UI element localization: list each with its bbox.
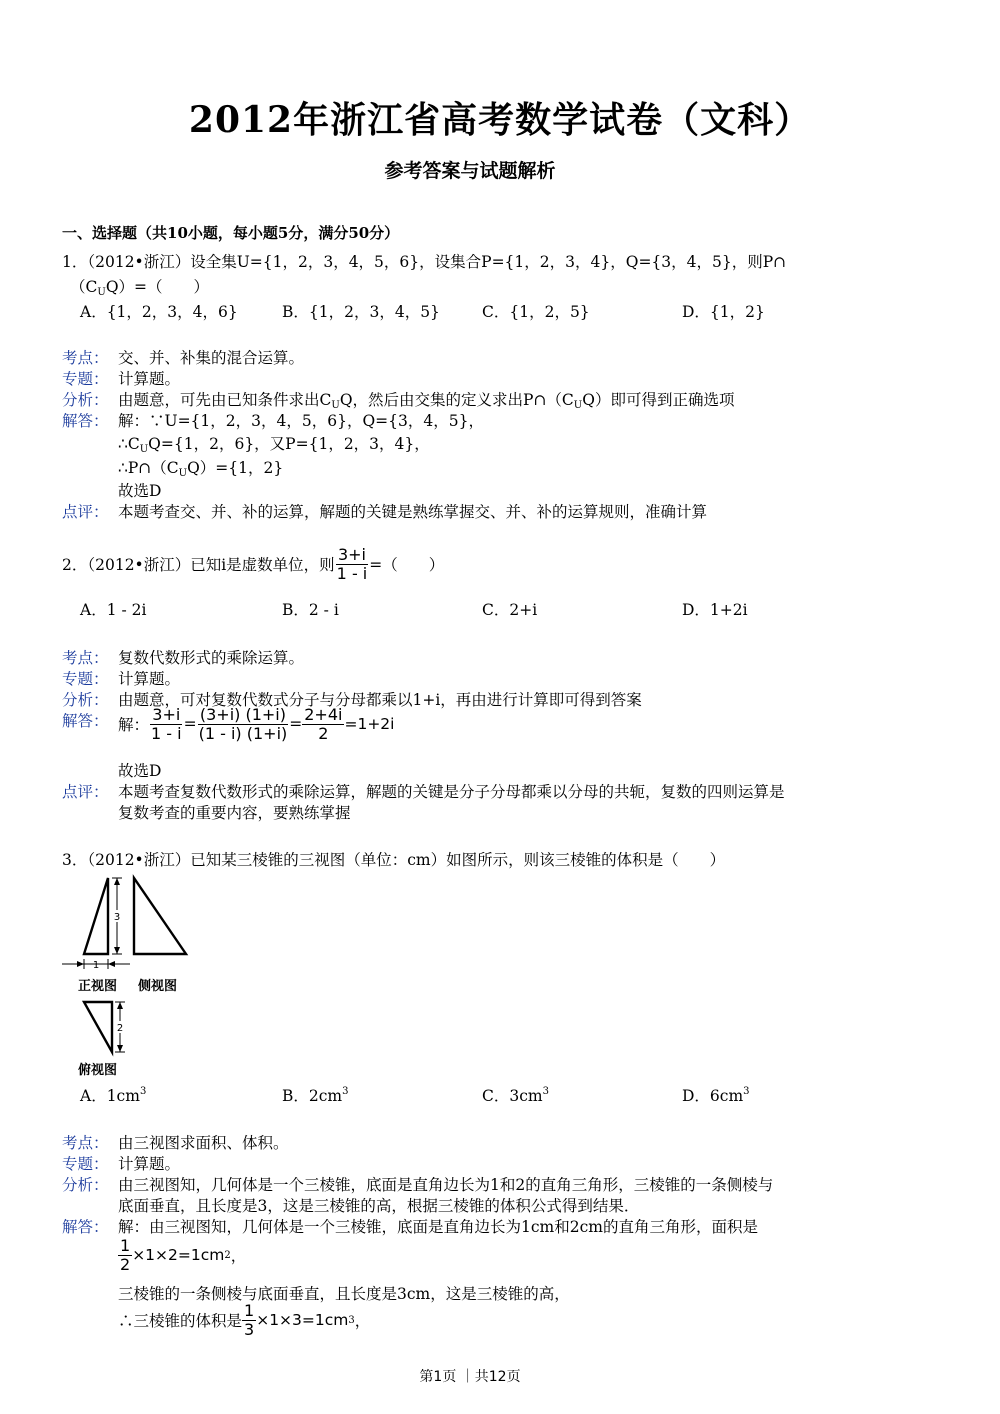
q2-jieda-label: 解答： — [62, 712, 109, 730]
q2-kaodian-text: 复数代数形式的乘除运算。 — [118, 649, 305, 667]
q2-solution-equation: 解： $\frac{3+i}{1 - i}$ = $\frac{(3+i) (1+i)}{(1 - i) (1+i)}$ = $\frac{2+4i}{2}$ =1+2i — [118, 705, 395, 743]
document-subtitle: 参考答案与试题解析 — [384, 160, 556, 182]
page-footer: 第1页 ｜共12页 — [419, 1369, 521, 1385]
q3-sol-fraction-third: $\frac{1}{3}$ — [244, 1301, 255, 1339]
top-view-shape — [84, 1002, 112, 1052]
q1-option-c: C．{1，2，5} — [482, 303, 590, 321]
q2-sol-fraction-2: $\frac{(3+i) (1+i)}{(1 - i) (1+i)}$ — [198, 705, 288, 743]
q1-solution-line1: 解：∵U={1，2，3，4，5，6}，Q={3，4，5}， — [118, 412, 484, 430]
q1-option-b: B．{1，2，3，4，5} — [282, 303, 440, 321]
top-view-label: 俯视图 — [78, 1063, 118, 1078]
q3-solution-line2: $\frac{1}{2}$ ×1×2=1cm 2 ， — [120, 1236, 247, 1274]
q2-dianping-label: 点评： — [62, 783, 109, 801]
q3-solution-line3: 三棱锥的一条侧棱与底面垂直，且长度是3cm，这是三棱锥的高， — [118, 1285, 570, 1303]
side-view-shape — [134, 878, 186, 954]
q1-dianping-label: 点评： — [62, 503, 109, 521]
q1-dianping-text: 本题考查交、并、补的运算，解题的关键是熟练掌握交、并、补的运算规则，准确计算 — [118, 503, 708, 521]
q3-option-d: D．$6cm^3$ — [682, 1086, 750, 1105]
q2-zhuanti-label: 专题： — [62, 670, 109, 688]
q2-sol-fraction-1: $\frac{3+i}{1 - i}$ — [151, 705, 182, 743]
q3-fenxi-line2: 底面垂直，且长度是3，这是三棱锥的高，根据三棱锥的体积公式得到结果． — [118, 1197, 640, 1215]
q1-solution-line2: $\therefore C_UQ=\{1$，2，6}，又P={1，2，3，4}， — [118, 435, 430, 455]
q1-solution-line3: $\therefore P\cap(C_UQ)=\{1$，2} — [118, 459, 284, 479]
dim-3-label: 3 — [113, 912, 121, 923]
q2-sol-fraction-3: $\frac{2+4i}{2}$ — [304, 705, 343, 743]
q1-solution-line4: 故选D — [118, 482, 162, 500]
q3-kaodian-label: 考点： — [62, 1134, 109, 1152]
q1-stem-line2: $(C_UQ)=$（ ） — [70, 278, 210, 298]
q3-zhuanti-text: 计算题。 — [118, 1155, 181, 1173]
q3-solution-line1: 解：由三视图知，几何体是一个三棱锥，底面是直角边长为1cm和2cm的直角三角形，面积是 — [118, 1218, 758, 1236]
q2-dianping-line2: 复数考查的重要内容，要熟练掌握 — [118, 804, 351, 822]
dim-1-label: 1 — [92, 960, 100, 971]
q1-kaodian-label: 考点： — [62, 349, 109, 367]
q2-option-a: A．1 - 2i — [80, 601, 147, 619]
q1-kaodian-text: 交、并、补集的混合运算。 — [118, 349, 305, 367]
q1-zhuanti-text: 计算题。 — [118, 370, 181, 388]
q3-zhuanti-label: 专题： — [62, 1155, 109, 1173]
q2-option-d: D．1+2i — [682, 601, 748, 619]
q3-option-a: A．$1cm^3$ — [80, 1086, 147, 1105]
q2-stem: 2．（2012•浙江）已知i是虚数单位，则 $\frac{3+i}{1 - i}$ =（ ） — [62, 545, 445, 583]
q1-option-a: A．{1，2，3，4，6} — [80, 303, 238, 321]
front-view-label: 正视图 — [78, 979, 118, 994]
q1-zhuanti-label: 专题： — [62, 370, 109, 388]
q1-jieda-label: 解答： — [62, 412, 109, 430]
dim-2-label: 2 — [116, 1023, 124, 1034]
q2-option-c: C．2+i — [482, 601, 538, 619]
q1-option-d: D．{1，2} — [682, 303, 765, 321]
q2-stem-fraction: $\frac{3+i}{1 - i}$ — [336, 545, 368, 583]
q3-solution-line4: ∴三棱锥的体积是 $\frac{1}{3}$ ×1×3=1cm 3 ， — [118, 1301, 371, 1339]
q2-solution-end: 故选D — [118, 762, 162, 780]
q3-fenxi-line1: 由三视图知，几何体是一个三棱锥，底面是直角边长为1和2的直角三角形，三棱锥的一条侧棱与 — [118, 1176, 774, 1194]
q1-fenxi-label: 分析： — [62, 391, 109, 409]
q2-kaodian-label: 考点： — [62, 649, 109, 667]
q3-option-c: C．$3cm^3$ — [482, 1086, 549, 1105]
q2-option-b: B．2 - i — [282, 601, 339, 619]
q3-kaodian-text: 由三视图求面积、体积。 — [118, 1134, 289, 1152]
q2-zhuanti-text: 计算题。 — [118, 670, 181, 688]
q3-stem: 3．（2012•浙江）已知某三棱锥的三视图（单位：cm）如图所示，则该三棱锥的体积是（ ） — [62, 851, 726, 869]
q3-fenxi-label: 分析： — [62, 1176, 109, 1194]
q3-sol-fraction-half: $\frac{1}{2}$ — [120, 1236, 131, 1274]
three-view-figure — [60, 872, 200, 1082]
q1-fenxi-text: 由题意，可先由已知条件求出$C_UQ$，然后由交集的定义求出$P\cap(C_UQ)$即可得到正确选项 — [118, 391, 735, 411]
front-view-shape — [84, 878, 108, 954]
q2-dianping-line1: 本题考查复数代数形式的乘除运算，解题的关键是分子分母都乘以分母的共轭，复数的四则运算是 — [118, 783, 785, 801]
q2-fenxi-text: 由题意，可对复数代数式分子与分母都乘以1+i，再由进行计算即可得到答案 — [118, 691, 642, 709]
q3-jieda-label: 解答： — [62, 1218, 109, 1236]
section-title: 一、选择题（共10小题，每小题5分，满分50分） — [62, 224, 400, 242]
q3-option-b: B．$2cm^3$ — [282, 1086, 349, 1105]
q1-stem-line1: 1．（2012•浙江）设全集U={1，2，3，4，5，6}，设集合P={1，2，3，4}，Q={3，4，5}，则P∩ — [62, 253, 787, 271]
q2-fenxi-label: 分析： — [62, 691, 109, 709]
document-title: 2012年浙江省高考数学试卷（文科） — [188, 99, 812, 141]
side-view-label: 侧视图 — [138, 979, 178, 994]
